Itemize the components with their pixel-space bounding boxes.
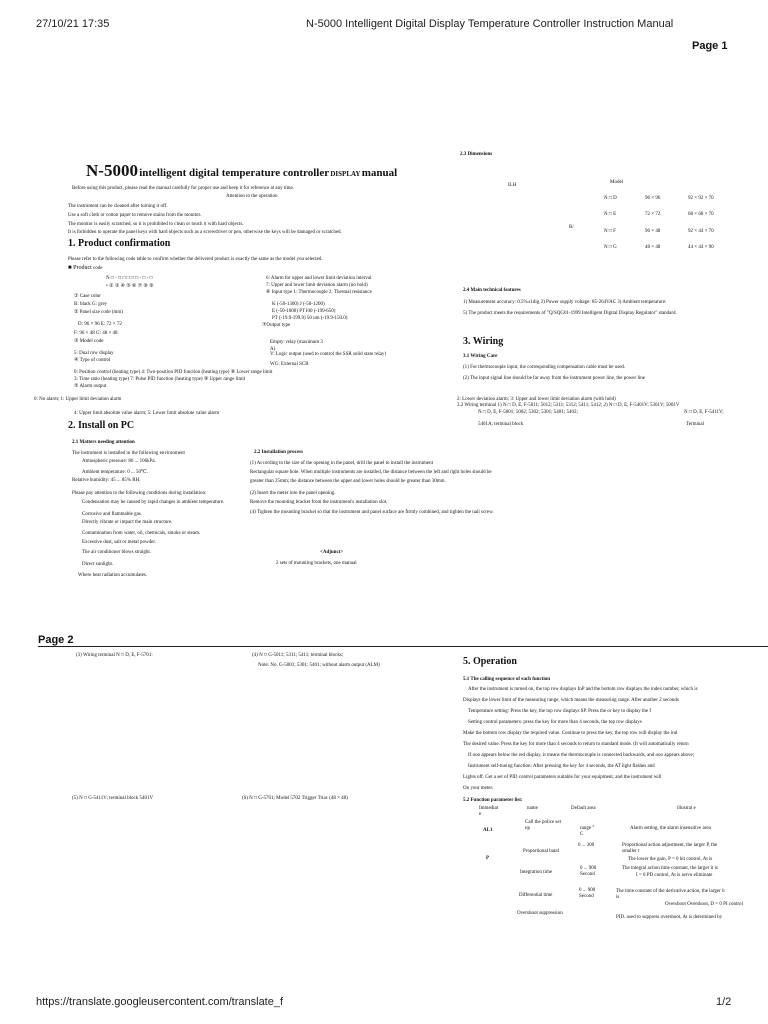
install-step-3: Remove the mounting bracket from the instrument's installation slot. [250, 500, 388, 505]
row-p-desc-2: The lower the gain, P = 0 hit control, At is [628, 857, 713, 862]
dim-row-3-size: 96 × 48 [645, 229, 661, 234]
avoid-3: Directly vibrate or impact the main structure. [82, 520, 173, 525]
section-3-title: 3. Wiring [463, 336, 504, 347]
note-1: The instrument can be cleaned after turning it off. [68, 204, 168, 209]
wiring-terminal-4-note: Note: No. G-5001; 5301; 5401; without alarm output (ALM) [258, 663, 380, 668]
row-p-name: Proportional band [523, 849, 559, 854]
avoid-2: Corrosive and flammable gas. [82, 512, 142, 517]
install-step-2: (2) Insert the meter into the panel opening. [250, 491, 336, 496]
alarm-codes-2-3: 2: Lower deviation alarm; 3: Upper and lower limit deviation alarm (with hold) [457, 397, 616, 402]
row-al1-name: Call the police set up [525, 820, 561, 832]
avoid-6: The air conditioner blows straight. [82, 550, 152, 555]
op-line-9: Lights off. Get a set of PID control parameters suitable for your equipment, and the instrument will [463, 775, 662, 780]
dim-row-1-cut: 92 × 92 × 70 [688, 196, 714, 201]
panel-size-fg: F: 96 × 48 G: 48 × 48 [74, 331, 118, 336]
page-2-label: Page 2 [38, 634, 74, 646]
dim-row-2-size: 72 × 72 [645, 212, 661, 217]
case-color-values: B: black G: grey [74, 302, 108, 307]
env-pressure: Atmospheric pressure: 86 ... 106kPa. [82, 459, 156, 464]
row-i-desc-2: I = 0 PD control, At is servo eliminate [636, 873, 713, 878]
install-step-1c: greater than 25mm; the distance between the upper and lower holes should be greater than 30mm. [250, 479, 446, 484]
install-step-1b: Rectangular square hole. When multiple instruments are installed, the distance between the left and right holes should be [250, 470, 492, 475]
title-display: DISPLAY [330, 170, 361, 178]
control-option-0: 0: Position control (heating type) 4: Two-position PID function (heating type) ⑧ Lower range limit [74, 370, 273, 375]
dimension-header-model: Model [610, 180, 624, 185]
row-al1-code: AL1 [483, 828, 493, 833]
output-scr: WG: External SCR [270, 362, 309, 367]
env-intro: The instrument is installed in the following environment [72, 451, 185, 456]
row-p-code: P [486, 856, 490, 861]
terminal-list-a: N □ D, E, F-5001; 5002; 5302; 5301; 5401; 5402; [478, 410, 578, 415]
dim-row-1-model: N □ D [604, 196, 617, 201]
wiring-care-2: (2) The input signal line should be far away from the instrument power line, the power line [463, 376, 645, 381]
op-line-5: Make the bottom row display the required value. Continue to press the key, the top row will display the ind [463, 731, 678, 736]
output-relay: Empty: relay (maximum 3 [270, 340, 323, 345]
section-5-2-title: 5.2 Function parameter list: [463, 798, 523, 803]
section-2-4-title: 2.4 Main technical features [463, 288, 521, 293]
title-rest: intelligent digital temperature controller [139, 167, 330, 179]
product-code-label-a: ■ Product [68, 265, 92, 271]
dimension-ilh: ILH [508, 183, 517, 188]
row-al1-range: range ° C [580, 826, 595, 838]
section-5-title: 5. Operation [463, 656, 517, 667]
row-d-range: 0 ... 900 Second [579, 888, 596, 900]
op-line-2: Displays the lower limit of the measuring range, which means the measuring range. After another 2 seconds [463, 698, 679, 703]
dim-row-3-model: N □ F [604, 229, 616, 234]
document-title: N-5000 Intelligent Digital Display Temperature Controller Instruction Manual [306, 18, 674, 30]
section-2-title: 2. Install on PC [68, 420, 135, 431]
source-url[interactable]: https://translate.googleusercontent.com/translate_f [36, 996, 284, 1008]
op-line-1: After the instrument is turned on, the top row displays InP and the bottom row displays the index number, which is [468, 687, 698, 692]
section-2-1-title: 2.1 Matters needing attention [72, 440, 135, 445]
control-option-3: 3: Time ratio (heating type) 7: Pulse PID function (heating type) ⑨ Upper range limit [74, 377, 246, 382]
dual-row-display: 5: Dual row display [74, 351, 114, 356]
row-os-desc: PID. used to suppress overshoot, At is determined by [616, 915, 723, 920]
op-line-4: Setting control parameters: press the key for more than 4 seconds, the top row displays [468, 720, 642, 725]
avoid-4: Contamination from water, oil, chemicals, smoke or steam. [82, 531, 201, 536]
avoid-conditions-title: Please pay attention to the following conditions during installation: [72, 491, 207, 496]
control-type-label: ④ Type of control [74, 358, 111, 363]
section-2-2-title: 2.2 Installation process [254, 450, 303, 455]
output-logic: V: Logic output (used to control the SSR solid state relay) [270, 352, 387, 357]
terminal-list-b: N □ D, E, F-5411V; [684, 410, 724, 415]
row-d-desc-2: Overshoot Overshoot, D = 0 PI control [665, 902, 743, 907]
manual-title [86, 160, 397, 181]
alarm-codes-0-1: 0: No alarm; 1: Upper limit deviation alarm [34, 397, 122, 402]
wiring-terminal-3: (3) Wiring terminal N □ D, E, F-5701: [76, 653, 153, 658]
attention-heading: Attention to the operation [226, 194, 278, 199]
section-3-2-line: 3.2 Wiring terminal 1) N □ D, E, F-5011; 5012; 5311; 5312; 5411; 5412; 2) N □ D, E, F-5401V; 5301V; 5001V [457, 403, 680, 408]
section-1-title: 1. Product confirmation [68, 238, 171, 249]
alarm-option-7: 7: Upper and lower limit deviation alarm (no hold) [266, 283, 368, 288]
dim-row-2-cut: 68 × 68 × 70 [688, 212, 714, 217]
install-step-4: (4) Tighten the mounting bracket so that the instrument and panel surface are firmly combined, and tighten the nail screw. [250, 510, 494, 515]
output-type-label: ⑦Output type [262, 323, 291, 328]
env-temperature: Ambient temperature: 0 ... 50℃. [82, 470, 148, 475]
row-p-desc: Proportional action adjustment, the larger P, the smaller t [622, 843, 718, 855]
wiring-terminal-6: (6) N □ G-5701; Model 5702 Trigger Triac (48 × 48) [242, 796, 348, 801]
terminal-list-c: 5401A; terminal block [478, 422, 524, 427]
section-3-1-title: 3.1 Wiring Care [463, 354, 498, 359]
avoid-5: Excessive dust, salt or metal powder. [82, 540, 157, 545]
dim-row-2-model: N □ E [604, 212, 617, 217]
op-line-10: On your meter. [463, 786, 494, 791]
row-i-desc: The integral action time constant, the larger it is [622, 866, 718, 871]
adjunct-title: <Adjunct> [320, 550, 344, 555]
alarm-output-label: ⑤ Alarm output [74, 384, 107, 389]
title-end: manual [361, 167, 398, 179]
output-relay-amps: A) [270, 347, 276, 352]
install-step-1: (1) According to the size of the opening in the panel, drill the panel to install the instrument [250, 461, 434, 466]
alarm-option-6: 6: Alarm for upper and lower limit deviation interval [266, 276, 372, 281]
wiring-terminal-5: (5) N □ G-5411V; terminal block 5401V [72, 796, 154, 801]
model-code-label: ③ Model code [74, 339, 104, 344]
dim-row-1-size: 96 × 96 [645, 196, 661, 201]
avoid-7: Direct sunlight. [82, 562, 114, 567]
section-5-1-title: 5.1 The calling sequence of each function [463, 677, 550, 682]
row-d-desc: The time constant of the derivative action, the larger it is [616, 889, 725, 901]
dim-row-4-size: 48 × 48 [645, 245, 661, 250]
section-2-3-title: 2.3 Dimensions [460, 152, 493, 157]
input-range-e: E (-50-1000) PT100 (-199-650) [272, 309, 336, 314]
terminal-label: Terminal [686, 422, 704, 427]
page-count: 1/2 [716, 996, 732, 1008]
table-header-desc: illustrat e [677, 806, 696, 811]
section-1-intro: Please refer to the following code table to confirm whether the delivered product is exactly the same as the model you selected. [68, 257, 323, 262]
op-line-6: The desired value. Press the key for more than 4 seconds to return to standard mode. (It will automatically return [463, 742, 689, 747]
wiring-care-1: (1) For thermocouple input, the corresponding compensation cable must be used. [463, 365, 626, 370]
product-code-numbers: • ② ③ ④ ⑤ ⑥ ⑦ ⑧ ⑨ [106, 284, 154, 289]
dimension-b: B/ [569, 225, 574, 230]
alarm-codes-4-5: 4: Upper limit absolute value alarm; 5: Lower limit absolute value alarm [74, 411, 220, 416]
tech-feature-1: 1) Measurement accuracy: 0.5%±1dig 2) Power supply voltage: 85-264VAC 3) Ambient temperature: [463, 300, 667, 305]
dim-row-4-model: N □ G [604, 245, 617, 250]
row-i-name: Integration time [520, 870, 553, 875]
env-humidity: Relative humidity: 45 ... 85% RH. [72, 478, 141, 483]
table-header-code: Immediat e [479, 806, 499, 818]
table-header-name: name [527, 806, 538, 811]
input-range-k: K (-50-1300) J (-50-1200) [272, 302, 325, 307]
note-2: Use a soft cloth or cotton paper to remove stains from the monitor. [68, 213, 202, 218]
product-code-pattern: N □ - □ □ □ □ □ - □ - □ [106, 276, 153, 281]
avoid-8: Where heat radiation accumulates. [78, 573, 148, 578]
row-al1-desc: Alarm setting, the alarm insensitive area [630, 826, 711, 831]
product-code-label-b: code [93, 266, 103, 271]
op-line-3: Temperature setting: Press the key, the top row displays SP. Press the or key to display the f [468, 709, 652, 714]
row-i-range: 0 ... 900 Second [580, 866, 597, 878]
page-1-label: Page 1 [692, 40, 728, 52]
tech-feature-5: 5) The product meets the requirements of "Q/SQG01-1999 Intelligent Digital Display Regulator" standard. [463, 311, 677, 316]
title-model: N-5000 [86, 161, 138, 180]
adjunct-text: 2 sets of mounting brackets, one manual [276, 561, 357, 566]
op-line-7: If ooo appears below the red display, it means the thermocouple is connected backwards, and ooo appears above; [468, 753, 695, 758]
panel-size-label: ② Panel size code (mm) [74, 310, 123, 315]
input-range-pt: PT (-19.9-199.9) 50 um (-19.9-150.0) [272, 316, 348, 321]
op-line-8: Instrument self-tuning function: After pressing the key for 4 seconds, the AT light flashes and [468, 764, 655, 769]
row-os-name: Overshoot suppression [517, 911, 563, 916]
table-header-default: Default area [571, 806, 596, 811]
note-4: It is forbidden to operate the panel keys with hard objects such as a screwdriver or pen, otherwise the keys will be damaged or scratched. [68, 230, 342, 235]
row-d-name: Differential time [519, 893, 553, 898]
avoid-1: Condensation may be caused by rapid changes in ambient temperature. [82, 500, 225, 505]
wiring-terminal-4: (4) N □ G-5011; 5311; 5411; terminal blocks; [252, 653, 344, 658]
intro-text: Before using this product, please read the manual carefully for proper use and keep it for reference at any time. [72, 186, 294, 191]
page-divider [38, 646, 768, 647]
row-p-range: 0 ... 300 [578, 843, 595, 848]
print-datetime: 27/10/21 17:35 [36, 18, 110, 30]
note-3: The monitor is easily scratched, so it is prohibited to clean or touch it with hard objects. [68, 222, 244, 227]
product-code-label [68, 265, 103, 273]
dim-row-4-cut: 44 × 44 × 90 [688, 245, 714, 250]
dim-row-3-cut: 92 × 44 × 70 [688, 229, 714, 234]
input-type: ⑥ Input type 1: Thermocouple 2: Thermal resistance [266, 290, 372, 295]
panel-size-de: D: 96 × 96 E: 72 × 72 [78, 322, 122, 327]
case-color-label: ① Case color [74, 294, 101, 299]
